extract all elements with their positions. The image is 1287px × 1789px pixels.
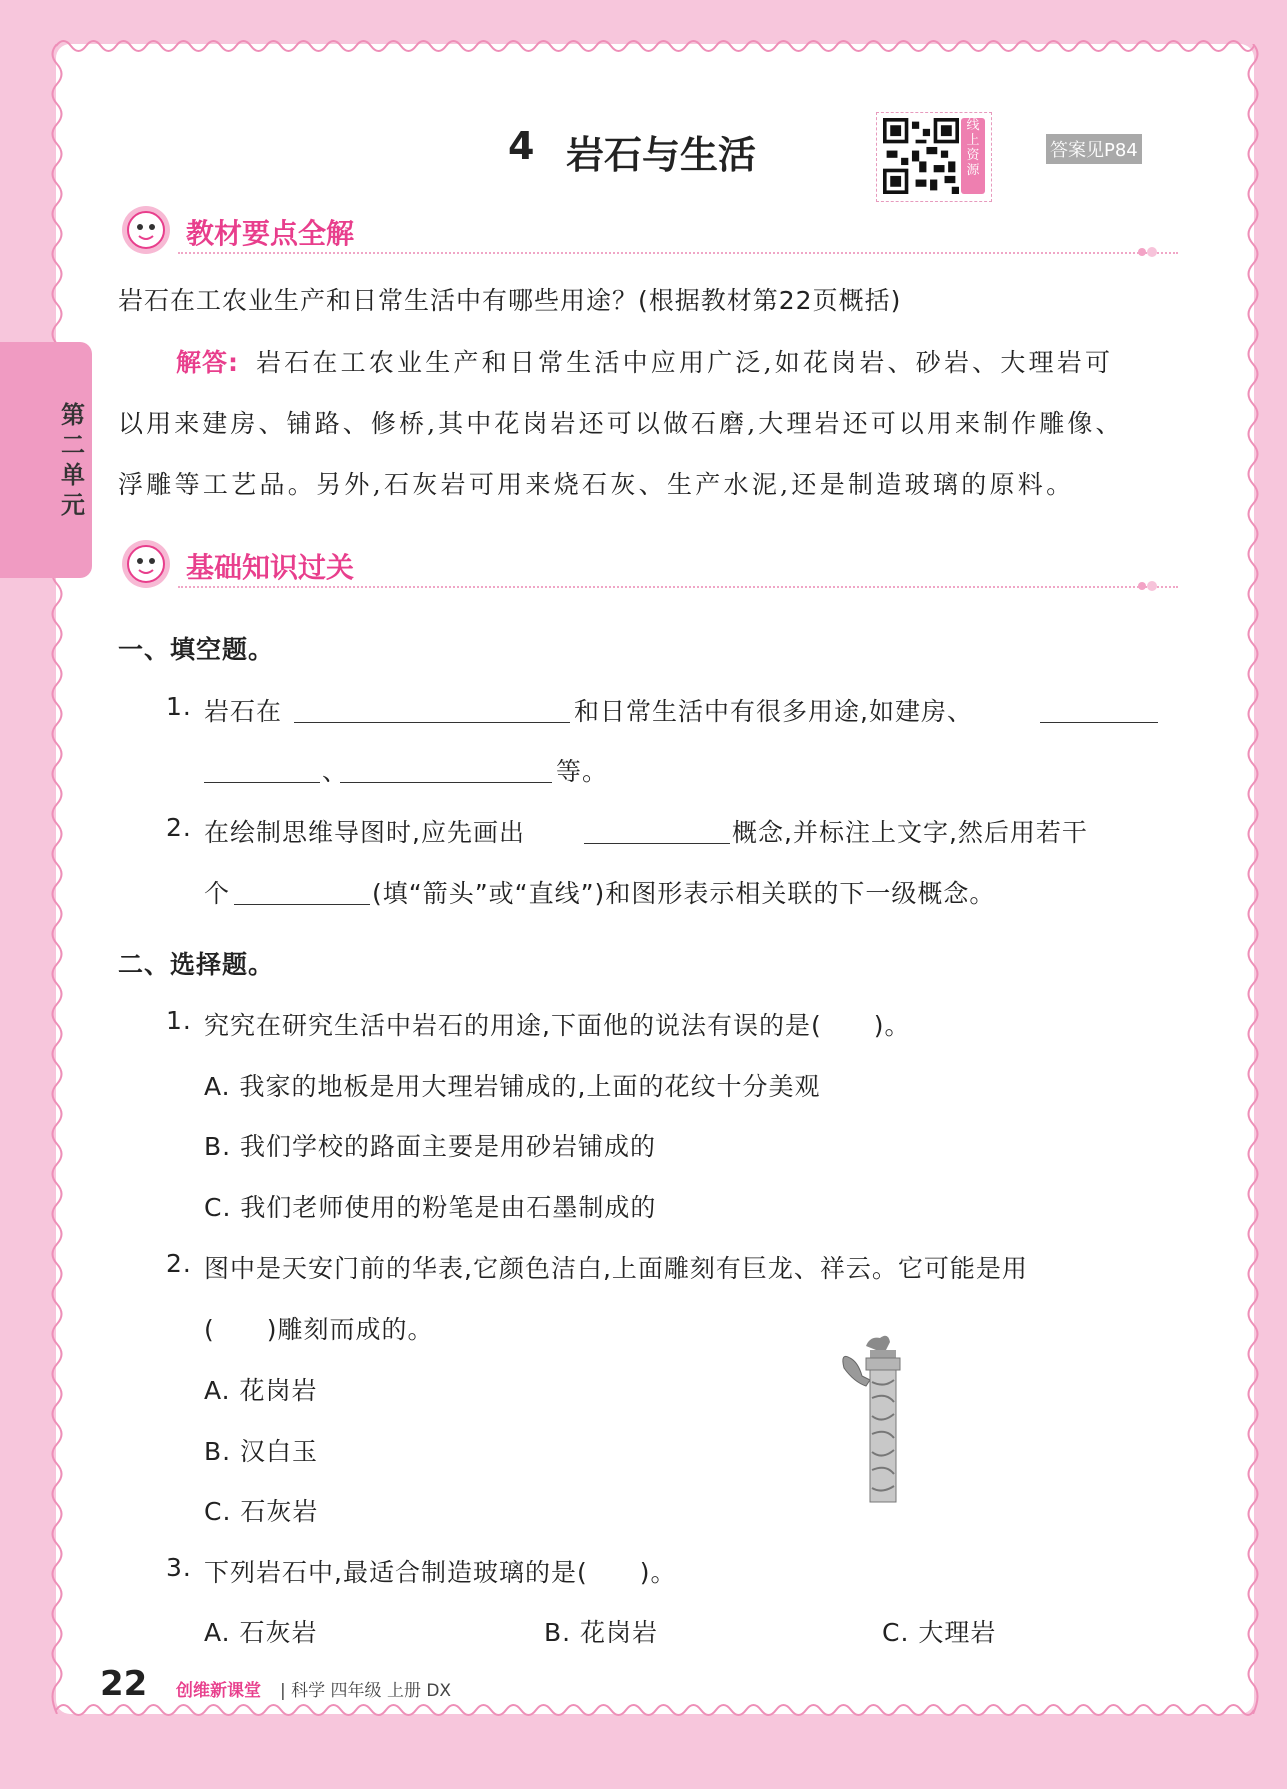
- unit-label: 第二单元: [61, 401, 85, 519]
- footer-brand: 创维新课堂: [176, 1681, 261, 1701]
- answer-line: 浮雕等工艺品。另外,石灰岩可用来烧石灰、生产水泥,还是制造玻璃的原料。: [118, 470, 1075, 499]
- choice-option-a[interactable]: A. 石灰岩: [204, 1618, 318, 1647]
- wavy-border-left: [48, 44, 66, 1714]
- choice-option-b[interactable]: B. 汉白玉: [204, 1437, 319, 1466]
- section-divider: [178, 252, 1178, 254]
- choice-option-a[interactable]: A. 花岗岩: [204, 1376, 318, 1405]
- fill-blank-heading: 一、填空题。: [118, 635, 275, 664]
- answer-blank[interactable]: [340, 782, 552, 783]
- choice-option-b[interactable]: B. 花岗岩: [544, 1618, 659, 1647]
- question-text: 和日常生活中有很多用途,如建房、: [574, 697, 973, 726]
- answer-reference: 答案见P84: [1046, 134, 1142, 164]
- choice-option-c[interactable]: C. 大理岩: [882, 1618, 997, 1647]
- wavy-border-bottom: [56, 1700, 1254, 1720]
- choice-heading: 二、选择题。: [118, 950, 275, 979]
- question-number: 1.: [166, 692, 192, 721]
- question-text: 个: [204, 879, 231, 908]
- choice-option-c[interactable]: C. 石灰岩: [204, 1497, 319, 1526]
- choice-option-c[interactable]: C. 我们老师使用的粉笔是由石墨制成的: [204, 1193, 657, 1222]
- question-text: 等。: [556, 757, 609, 786]
- answer-blank[interactable]: [584, 843, 730, 844]
- question-number: 1.: [166, 1006, 192, 1035]
- section-title: 基础知识过关: [186, 551, 355, 584]
- question-text: ( )雕刻而成的。: [204, 1315, 434, 1344]
- footer-book-info: | 科学 四年级 上册 DX: [280, 1681, 452, 1701]
- question-number: 2.: [166, 1249, 192, 1278]
- question-text: 下列岩石中,最适合制造玻璃的是( )。: [204, 1558, 677, 1587]
- qr-resource-label: 线上资源: [961, 118, 985, 194]
- huabiao-pillar-image: [836, 1332, 928, 1504]
- cartoon-mascot-icon: [118, 202, 178, 258]
- key-question: 岩石在工农业生产和日常生活中有哪些用途？(根据教材第22页概括): [118, 286, 902, 315]
- choice-option-b[interactable]: B. 我们学校的路面主要是用砂岩铺成的: [204, 1132, 657, 1161]
- section-header-basic-knowledge: [118, 536, 1158, 596]
- answer-blank[interactable]: [294, 722, 570, 723]
- section-header-key-points: [118, 202, 1158, 262]
- section-title: 教材要点全解: [186, 217, 355, 250]
- answer-blank[interactable]: [204, 782, 320, 783]
- separator-mark: 、: [322, 757, 349, 786]
- decorative-dots-icon: [1136, 578, 1166, 594]
- decorative-dots-icon: [1136, 244, 1166, 260]
- question-number: 2.: [166, 813, 192, 842]
- answer-label: 解答:: [176, 348, 239, 377]
- question-text: 图中是天安门前的华表,它颜色洁白,上面雕刻有巨龙、祥云。它可能是用: [204, 1254, 1028, 1283]
- question-text: 岩石在: [204, 697, 283, 726]
- cartoon-mascot-icon: [118, 536, 178, 592]
- answer-line: 岩石在工农业生产和日常生活中应用广泛,如花岗岩、砂岩、大理岩可: [256, 348, 1114, 377]
- answer-blank[interactable]: [1040, 722, 1158, 723]
- choice-option-a[interactable]: A. 我家的地板是用大理岩铺成的,上面的花纹十分美观: [204, 1072, 821, 1101]
- wavy-border-right: [1244, 44, 1262, 1714]
- answer-blank[interactable]: [234, 904, 370, 905]
- lesson-number: 4: [508, 124, 535, 168]
- lesson-title: 岩石与生活: [566, 133, 757, 177]
- section-divider: [178, 586, 1178, 588]
- wavy-border-top: [56, 36, 1254, 56]
- question-text: 概念,并标注上文字,然后用若干: [732, 818, 1088, 847]
- question-text: 在绘制思维导图时,应先画出: [204, 818, 525, 847]
- question-text: (填“箭头”或“直线”)和图形表示相关联的下一级概念。: [372, 879, 996, 908]
- qr-code-icon: [883, 118, 959, 194]
- page-number: 22: [100, 1664, 148, 1704]
- question-number: 3.: [166, 1553, 192, 1582]
- answer-line: 以用来建房、铺路、修桥,其中花岗岩还可以做石磨,大理岩还可以用来制作雕像、: [118, 409, 1124, 438]
- question-text: 究究在研究生活中岩石的用途,下面他的说法有误的是( )。: [204, 1011, 911, 1040]
